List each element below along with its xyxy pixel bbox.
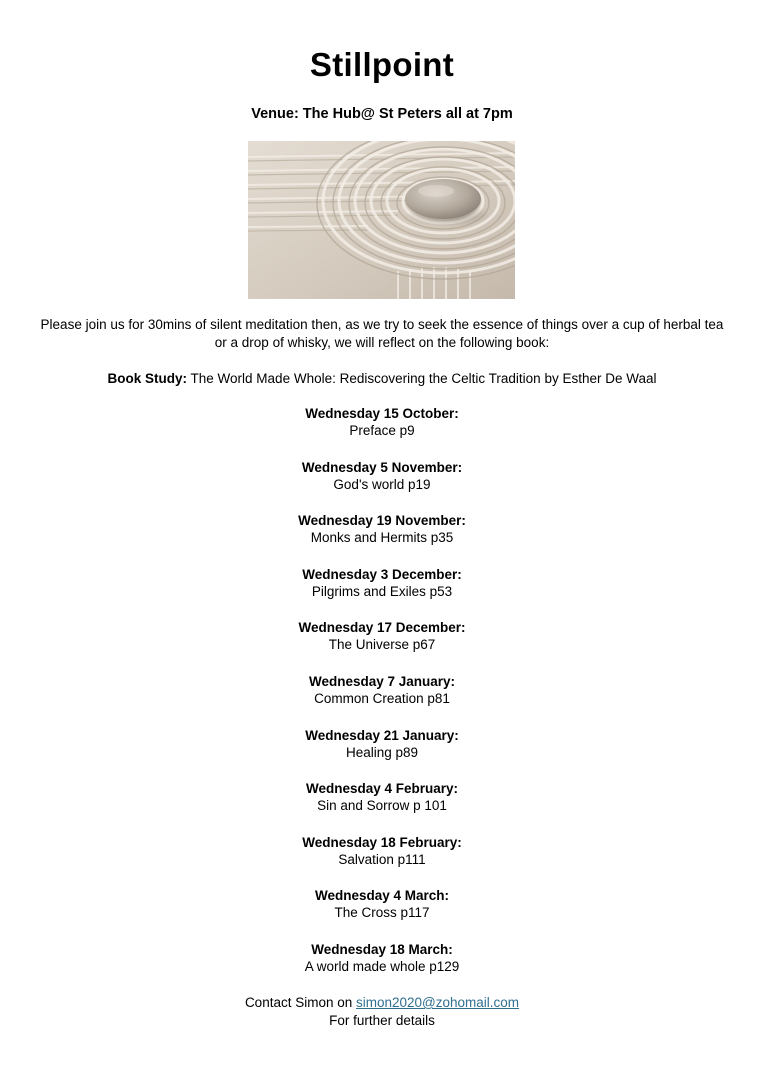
contact-block bbox=[0, 994, 764, 1030]
intro-paragraph: Please join us for 30mins of silent meditation then, as we try to seek the essence of things over a cup of herbal tea or a drop of whisky, we will reflect on the following book: bbox=[40, 317, 724, 350]
contact-prefix: Contact Simon on bbox=[244, 995, 353, 1010]
session-date: Wednesday 18 March: bbox=[311, 941, 453, 957]
session-item bbox=[0, 673, 764, 727]
book-study-line bbox=[0, 371, 764, 386]
session-date: Wednesday 5 November: bbox=[301, 459, 463, 475]
session-item bbox=[0, 619, 764, 673]
session-date: Wednesday 15 October: bbox=[305, 406, 459, 421]
venue-line: Venue: The Hub@ St Peters all at 7pm bbox=[251, 106, 513, 122]
session-item bbox=[0, 887, 764, 941]
session-chapter: Common Creation p81 bbox=[314, 690, 450, 706]
email-link[interactable]: simon2020@zohomail.com bbox=[356, 995, 520, 1010]
session-date: Wednesday 21 January: bbox=[305, 727, 459, 743]
session-chapter: Preface p9 bbox=[349, 423, 415, 438]
session-date: Wednesday 17 December: bbox=[298, 620, 466, 636]
session-chapter: Salvation p111 bbox=[338, 851, 426, 867]
session-date: Wednesday 4 March: bbox=[314, 888, 450, 904]
session-item bbox=[0, 459, 764, 513]
session-item bbox=[0, 727, 764, 781]
zen-garden-image bbox=[248, 141, 515, 299]
book-study-title: The World Made Whole: Rediscovering the Celtic Tradition by Esther De Waal bbox=[190, 371, 657, 386]
session-chapter: The Cross p117 bbox=[334, 905, 430, 921]
session-chapter: Healing p89 bbox=[345, 744, 419, 760]
session-date: Wednesday 4 February: bbox=[305, 781, 459, 797]
session-chapter: The Universe p67 bbox=[328, 637, 436, 653]
session-date: Wednesday 3 December: bbox=[302, 566, 462, 582]
session-item bbox=[0, 512, 764, 566]
book-study-label: Book Study: bbox=[107, 371, 188, 386]
session-chapter: A world made whole p129 bbox=[304, 958, 460, 974]
session-chapter: Monks and Hermits p35 bbox=[310, 530, 454, 546]
session-item bbox=[0, 834, 764, 888]
session-item bbox=[0, 780, 764, 834]
session-item bbox=[0, 566, 764, 620]
contact-suffix: For further details bbox=[329, 1013, 435, 1028]
session-date: Wednesday 18 February: bbox=[302, 834, 462, 850]
page-title: Stillpoint bbox=[309, 46, 455, 83]
session-chapter: God's world p19 bbox=[333, 476, 431, 492]
session-chapter: Sin and Sorrow p 101 bbox=[317, 798, 447, 814]
session-date: Wednesday 19 November: bbox=[298, 513, 466, 529]
session-item bbox=[0, 941, 764, 995]
session-schedule bbox=[0, 405, 764, 995]
session-chapter: Pilgrims and Exiles p53 bbox=[311, 583, 453, 599]
session-item bbox=[0, 405, 764, 459]
session-date: Wednesday 7 January: bbox=[308, 673, 456, 689]
contact-line bbox=[0, 994, 764, 1012]
